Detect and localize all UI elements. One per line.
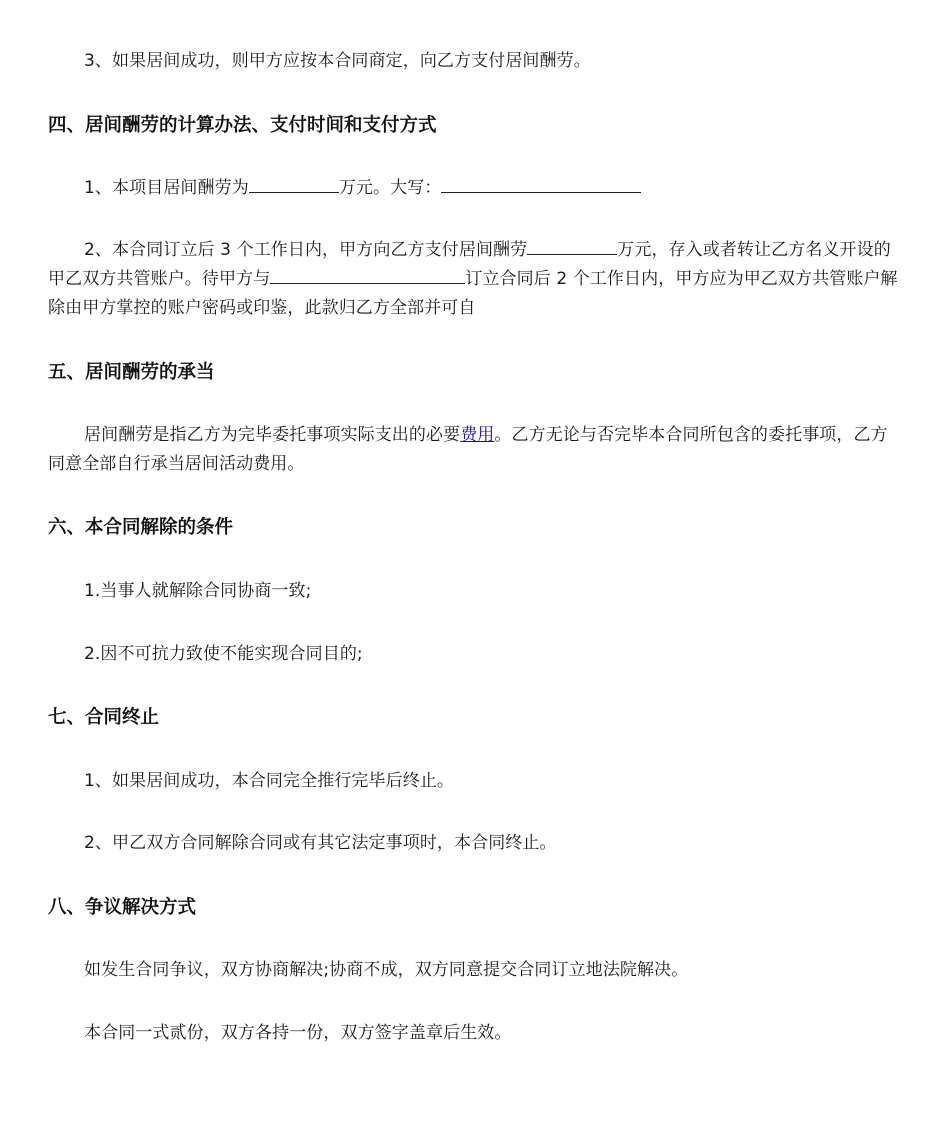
counterparty-blank [270, 267, 465, 284]
payment-amount-blank [527, 238, 617, 255]
clause-4-1 [48, 174, 902, 203]
section-6-heading: 六、本合同解除的条件 [48, 517, 234, 538]
clause-6-2: 2.因不可抗力致使不能实现合同目的; [84, 644, 363, 664]
clause-4-1-text-a: 1、本项目居间酬劳为 [84, 178, 249, 198]
clause-8-2: 本合同一式贰份，双方各持一份，双方签字盖章后生效。 [84, 1023, 512, 1043]
clause-7-2: 2、甲乙双方合同解除合同或有其它法定事项时，本合同终止。 [84, 833, 557, 853]
clause-3-success: 3、如果居间成功，则甲方应按本合同商定，向乙方支付居间酬劳。 [84, 51, 591, 71]
clause-7-1: 1、如果居间成功，本合同完全推行完毕后终止。 [84, 771, 455, 791]
clause-5-text-a: 居间酬劳是指乙方为完毕委托事项实际支出的必要 [84, 425, 461, 445]
clause-4-2-text-b: 万元，存入或者转让乙方名义开设的甲乙双方共管账户。待甲方与 [48, 240, 891, 289]
fee-link[interactable]: 费用 [460, 425, 495, 445]
amount-in-words-blank [441, 176, 641, 193]
clause-4-1-text-b: 万元。大写： [338, 178, 442, 198]
clause-5-text-b: 。乙方无论与否完毕本合同所包含的委托事项，乙方同意全部自行承当居间活动费用。 [48, 425, 888, 474]
section-4-heading: 四、居间酬劳的计算办法、支付时间和支付方式 [48, 115, 437, 136]
clause-6-1: 1.当事人就解除合同协商一致; [84, 581, 312, 601]
clause-4-2-text-c: 订立合同后 2 个工作日内，甲方应为甲乙双方共管账户解除由甲方掌控的账户密码或印鉴，此款归乙方全部并可自 [48, 269, 898, 318]
clause-4-2-text-a: 2、本合同订立后 3 个工作日内，甲方向乙方支付居间酬劳 [84, 240, 528, 260]
clause-5 [48, 421, 902, 479]
clause-4-2 [48, 236, 902, 323]
clause-8-1: 如发生合同争议，双方协商解决;协商不成，双方同意提交合同订立地法院解决。 [84, 960, 689, 980]
section-8-heading: 八、争议解决方式 [48, 897, 197, 918]
section-5-heading: 五、居间酬劳的承当 [48, 362, 215, 383]
amount-blank [249, 176, 339, 193]
section-7-heading: 七、合同终止 [48, 707, 160, 728]
